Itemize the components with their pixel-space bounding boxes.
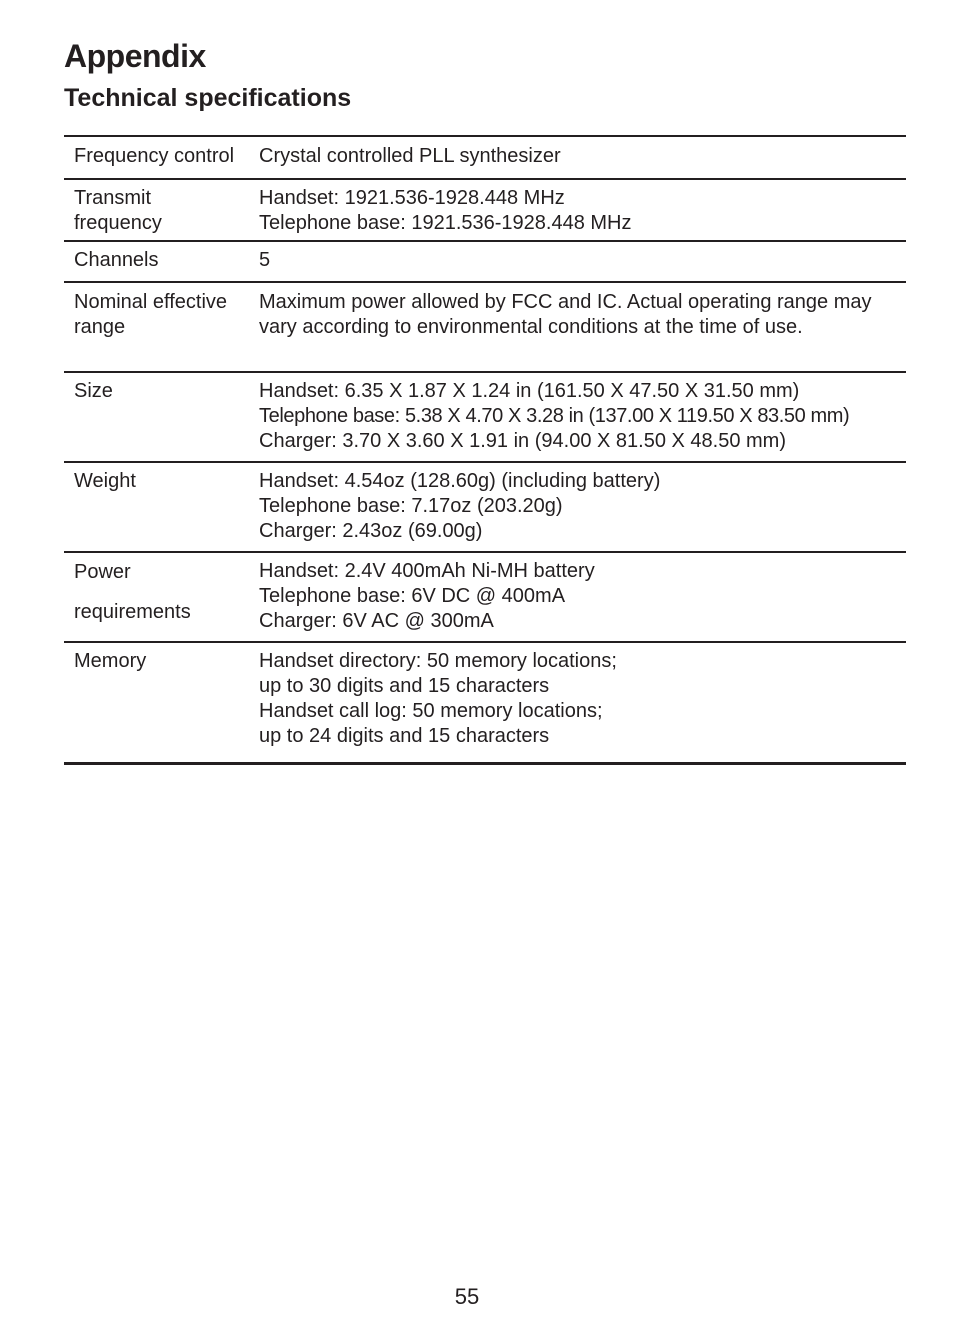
spec-value-line: Crystal controlled PLL synthesizer: [259, 145, 561, 167]
spec-row-transmit-frequency: [64, 180, 906, 242]
spec-label: Frequency control: [74, 145, 235, 167]
spec-value-line: 5: [259, 249, 271, 271]
spec-value-line: Handset call log: 50 memory locations;: [259, 700, 603, 722]
spec-value: [259, 559, 906, 641]
spec-value-line: Handset: 6.35 X 1.87 X 1.24 in (161.50 X 47.50 X 31.50 mm): [259, 380, 800, 402]
spec-value-line: Handset: 4.54oz (128.60g) (including battery): [259, 470, 661, 492]
spec-label: Memory: [74, 650, 147, 672]
spec-value: [259, 649, 906, 762]
spec-value: [259, 248, 906, 281]
spec-label: Transmit frequency: [74, 187, 162, 234]
spec-table: [64, 135, 906, 765]
spec-value-line: Telephone base: 6V DC @ 400mA: [259, 585, 566, 607]
spec-label: Power requirements: [74, 561, 191, 623]
spec-value-line: up to 30 digits and 15 characters: [259, 675, 550, 697]
spec-value: [259, 144, 906, 178]
spec-row-memory: [64, 643, 906, 765]
spec-label: Channels: [74, 249, 159, 271]
spec-value: [259, 469, 906, 551]
spec-label: Nominal effective range: [74, 291, 228, 338]
spec-value: [259, 186, 906, 240]
spec-value: [259, 290, 906, 371]
spec-value-line: Handset: 2.4V 400mAh Ni-MH battery: [259, 560, 595, 582]
spec-row-frequency-control: [64, 137, 906, 180]
spec-value-line: Telephone base: 5.38 X 4.70 X 3.28 in (137.00 X 119.50 X 83.50 mm): [259, 405, 850, 427]
spec-value-line: Handset: 1921.536-1928.448 MHz: [259, 187, 565, 209]
spec-row-weight: [64, 463, 906, 553]
spec-value-line: Charger: 3.70 X 3.60 X 1.91 in (94.00 X 81.50 X 48.50 mm): [259, 430, 786, 452]
page-number: 55: [454, 1284, 480, 1309]
page-title: Appendix: [64, 38, 206, 74]
spec-value-line: Charger: 6V AC @ 300mA: [259, 610, 494, 632]
spec-value-line: Handset directory: 50 memory locations;: [259, 650, 617, 672]
spec-row-size: [64, 373, 906, 463]
spec-value-line: up to 24 digits and 15 characters: [259, 725, 550, 747]
spec-row-channels: [64, 242, 906, 283]
section-title: Technical specifications: [64, 84, 352, 112]
spec-value-line: Maximum power allowed by FCC and IC. Actual operating range may vary according to environmental conditions at the time of use.: [259, 291, 872, 338]
spec-value: [259, 379, 906, 461]
spec-row-power-requirements: [64, 553, 906, 643]
spec-row-nominal-effective-range: [64, 283, 906, 373]
spec-label: Weight: [74, 470, 136, 492]
spec-value-line: Telephone base: 1921.536-1928.448 MHz: [259, 212, 632, 234]
spec-label: Size: [74, 380, 113, 402]
spec-value-line: Telephone base: 7.17oz (203.20g): [259, 495, 563, 517]
spec-value-line: Charger: 2.43oz (69.00g): [259, 520, 483, 542]
